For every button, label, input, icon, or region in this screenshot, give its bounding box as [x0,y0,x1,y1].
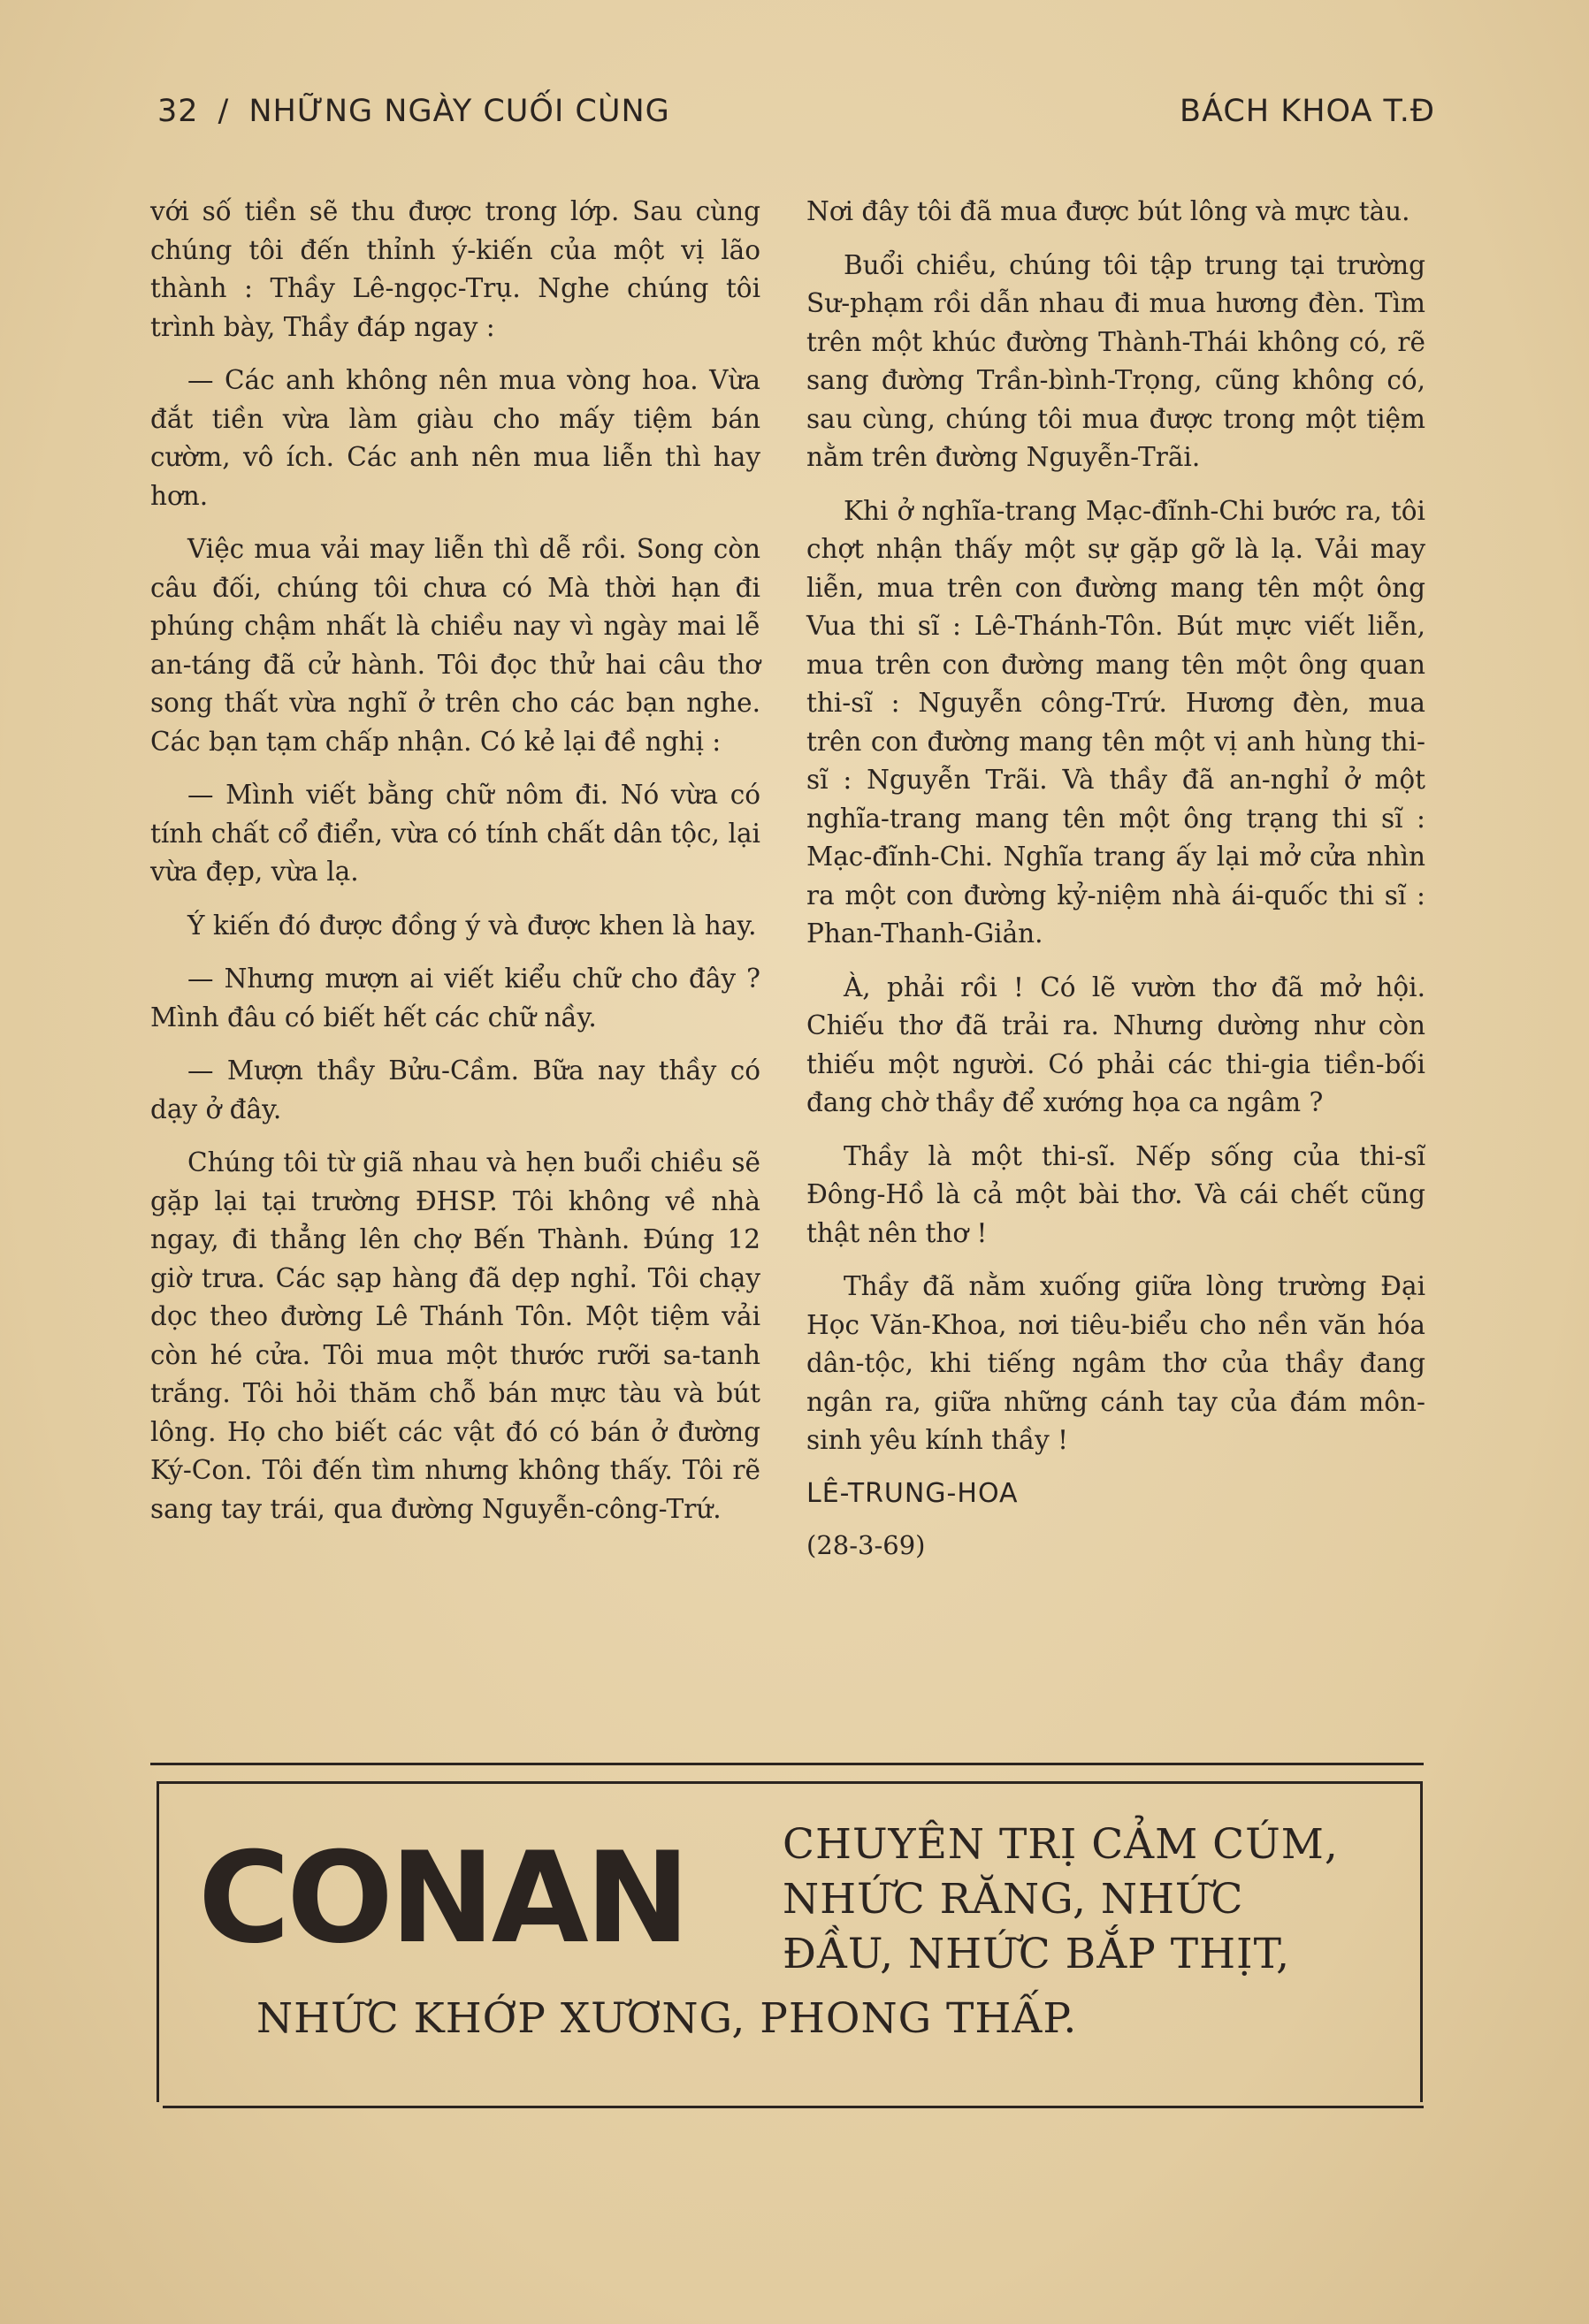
paragraph: — Các anh không nên mua vòng hoa. Vừa đắt tiền vừa làm giàu cho mấy tiệm bán cườm, vô ích. Các anh nên mua liễn thì hay hơn. [150,365,760,511]
paragraph: À, phải rồi ! Có lẽ vườn thơ đã mở hội. Chiếu thơ đã trải ra. Nhưng dường như còn thiếu một người. Có phải các thi-gia tiền-bối đang chờ thầy để xướng họa ca ngâm ? [806,972,1425,1117]
paragraph: — Mượn thầy Bửu-Cầm. Bữa nay thầy có dạy ở đây. [150,1055,760,1124]
article-column-left [150,193,760,1543]
divider-rule [150,1763,1424,1765]
ad-description [783,1817,1393,1982]
paragraph: Việc mua vải may liễn thì dễ rồi. Song còn câu đối, chúng tôi chưa có Mà thời hạn đi phúng chậm nhất là chiều nay vì ngày mai lễ an-táng đã cử hành. Tôi đọc thử hai câu thơ song thất vừa nghĩ ở trên cho các bạn nghe. Các bạn tạm chấp nhận. Có kẻ lại đề nghị : [150,534,760,757]
paragraph: Thầy là một thi-sĩ. Nếp sống của thi-sĩ Đông-Hồ là cả một bài thơ. Và cái chết cũng thật nên thơ ! [806,1140,1425,1248]
page-number: 32 [157,94,199,129]
magazine-name: BÁCH KHOA T.Đ [1180,94,1435,129]
ad-brand-logo: CONAN [198,1825,687,1971]
paragraph: với số tiền sẽ thu được trong lớp. Sau cùng chúng tôi đến thỉnh ý-kiến của một vị lão thành : Thầy Lê-ngọc-Trụ. Nghe chúng tôi trình bày, Thầy đáp ngay : [150,196,760,342]
ad-text-line: CHUYÊN TRỊ CẢM CÚM, [783,1820,1339,1869]
article-date: (28-3-69) [806,1529,926,1560]
paragraph: Ý kiến đó được đồng ý và được khen là hay. [187,910,757,941]
paragraph: Buổi chiều, chúng tôi tập trung tại trường Sư-phạm rồi dẫn nhau đi mua hương đèn. Tìm trên một khúc đường Thành-Thái không có, rẽ sang đường Trần-bình-Trọng, cũng không có, sau cùng, chúng tôi mua được trong một tiệm nằm trên đường Nguyễn-Trãi. [806,249,1425,472]
paragraph: Nơi đây tôi đã mua được bút lông và mực tàu. [806,196,1410,226]
paragraph: — Mình viết bằng chữ nôm đi. Nó vừa có tính chất cổ điển, vừa có tính chất dân tộc, lại vừa đẹp, vừa lạ. [150,780,760,887]
article-column-right [806,193,1425,1578]
ad-text-line: NHỨC RĂNG, NHỨC [783,1875,1244,1924]
page-header [157,94,1435,143]
header-left [157,94,670,129]
paragraph: Khi ở nghĩa-trang Mạc-đĩnh-Chi bước ra, tôi chợt nhận thấy một sự gặp gỡ là lạ. Vải may liễn, mua trên con đường mang tên một ông Vua thi sĩ : Lê-Thánh-Tôn. Bút mực viết liễn, mua trên con đường mang tên một ông quan thi-sĩ : Nguyễn công-Trứ. Hương đèn, mua trên con đường mang tên một vị anh hùng thi-sĩ : Nguyễn Trãi. Và thầy đã an-nghỉ ở một nghĩa-trang mang tên một ông trạng thi sĩ : Mạc-đĩnh-Chi. Nghĩa trang ấy lại mở cửa nhìn ra một con đường kỷ-niệm nhà ái-quốc thi sĩ : Phan-Thanh-Giản. [806,495,1425,949]
paragraph: Chúng tôi từ giã nhau và hẹn buổi chiều sẽ gặp lại tại trường ĐHSP. Tôi không về nhà ngay, đi thẳng lên chợ Bến Thành. Đúng 12 giờ trưa. Các sạp hàng đã dẹp nghỉ. Tôi chạy dọc theo đường Lê Thánh Tôn. Một tiệm vải còn hé cửa. Tôi mua một thước rưỡi sa-tanh trắng. Tôi hỏi thăm chỗ bán mực tàu và bút lông. Họ cho biết các vật đó có bán ở đường Ký-Con. Tôi đến tìm nhưng không thấy. Tôi rẽ sang tay trái, qua đường Nguyễn-công-Trứ. [150,1147,760,1524]
ad-bottom-rule [163,2106,1424,2108]
author-signature: LÊ-TRUNG-HOA [806,1477,1019,1509]
ad-text-line: ĐẦU, NHỨC BẮP THỊT, [783,1930,1291,1978]
article-title: NHỮNG NGÀY CUỐI CÙNG [248,94,670,129]
paragraph: Thầy đã nằm xuống giữa lòng trường Đại Học Văn-Khoa, nơi tiêu-biểu cho nền văn hóa dân-tộc, khi tiếng ngâm thơ của thầy đang ngân ra, giữa những cánh tay của đám môn-sinh yêu kính thầy ! [806,1271,1425,1455]
header-separator: / [218,94,230,129]
paragraph: — Nhưng mượn ai viết kiểu chữ cho đây ? Mình đâu có biết hết các chữ nầy. [150,964,760,1032]
ad-text-last-line: NHỨC KHỚP XƯƠNG, PHONG THẤP. [256,1994,1078,2043]
advertisement-box [157,1781,1423,2102]
